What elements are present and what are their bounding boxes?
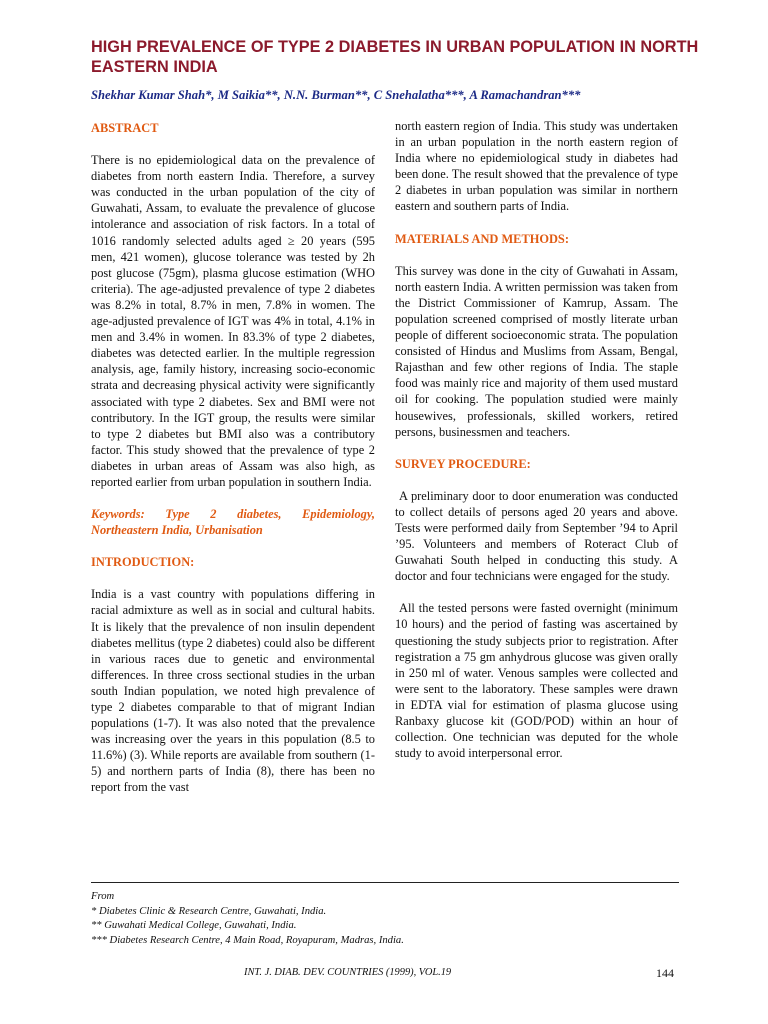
page-number: 144 — [656, 966, 674, 980]
introduction-continuation: north eastern region of India. This study was undertaken in an urban population in the north eastern region of India where no epidemiological study in diabetes had been done. The result showed that the prevalence of type 2 diabetes in urban population was similar in northern eastern and southern parts of India. — [395, 119, 678, 214]
footnote-from: From — [91, 891, 115, 902]
abstract-text: There is no epidemiological data on the prevalence of diabetes from north eastern India. Therefore, a survey was conducted in the urban population of the city of Guwahati, Assam, to evaluate the prevalence of glucose intolerance and association of risk factors. In a total of 1016 randomly selected adults aged ≥ 20 years (595 men, 421 women), glucose tolerance was tested by 2h post glucose (75gm), plasma glucose estimation (WHO criteria). The age-adjusted prevalence of type 2 diabetes was 8.2% in total, 8.7% in men, 7.8% in women. The age-adjusted prevalence of IGT was 4% in total, 4.1% in men and 3.4% in women. In 83.3% of type 2 diabetes, diabetes was detected earlier. In the multiple regression analysis, age, family history, increasing socio-economic strata and decreasing physical activity were significantly associated with type 2 diabetes. Sex and BMI were not contributory. In the IGT group, the results were similar to type 2 diabetes but BMI also was a contributory factor. This study showed that the prevalence of type 2 diabetes in urban areas of Assam was also high, as reported earlier from urban population in southern India. — [91, 153, 375, 489]
left-column — [91, 118, 375, 796]
abstract-heading: ABSTRACT — [91, 121, 159, 135]
journal-citation: INT. J. DIAB. DEV. COUNTRIES (1999), VOL.19 — [244, 967, 452, 978]
survey-paragraph-2: All the tested persons were fasted overnight (minimum 10 hours) and the period of fasting was ascertained by questioning the study subjects prior to registration. After registration a 75 gm anhydrous glucose was given orally in 250 ml of water. Venous samples were collected and were sent to the laboratory. These samples were drawn in EDTA vial for estimation of plasma glucose using Ranbaxy glucose kit (GOD/POD) within an hour of collection. One technician was deputed for the whole study to avoid interpersonal error. — [395, 601, 678, 761]
introduction-text: India is a vast country with populations differing in racial admixture as well as in social and cultural habits. It is likely that the prevalence of non insulin dependent diabetes mellitus (type 2 diabetes) could also be different in various races due to genetic and environmental differences. In three cross sectional studies in the urban south Indian population, we noted high prevalence of type 2 diabetes comparable to that of migrant Indian populations (1-7). It was also noted that the prevalence was increasing over the years in this population (8.5 to 11.6%) (3). While reports are available from southern (1-5) and northern parts of India (8), there has been no report from the vast — [91, 587, 375, 795]
paper-title: HIGH PREVALENCE OF TYPE 2 DIABETES IN URBAN POPULATION IN NORTH EASTERN INDIA — [91, 38, 699, 76]
introduction-heading: INTRODUCTION: — [91, 555, 195, 570]
materials-heading: MATERIALS AND METHODS: — [395, 231, 569, 246]
survey-heading: SURVEY PROCEDURE: — [395, 456, 531, 471]
footnote-2: ** Guwahati Medical College, Guwahati, India. — [91, 920, 297, 931]
author-list: Shekhar Kumar Shah*, M Saikia**, N.N. Burman**, C Snehalatha***, A Ramachandran*** — [91, 88, 581, 102]
affiliation-footnotes — [91, 890, 679, 948]
right-column — [395, 118, 678, 777]
footnote-1: * Diabetes Clinic & Research Centre, Guwahati, India. — [91, 905, 327, 917]
materials-text: This survey was done in the city of Guwahati in Assam, north eastern India. A written permission was taken from the District Commissioner of Kamrup, Assam. The population screened comprised of mostly literate urban people of different socioeconomic strata. The population consisted of Hindus and Muslims from Assam, Bengal, Rajasthan and few other regions of India. The staple food was mainly rice and majority of them used mustard oil for cooking. The population studied were mainly housewives, professionals, skilled workers, retired persons, businessmen and teachers. — [395, 263, 678, 439]
footnote-3: *** Diabetes Research Centre, 4 Main Road, Royapuram, Madras, India. — [91, 934, 404, 946]
survey-paragraph-1: A preliminary door to door enumeration was conducted to collect details of persons aged 20 years and above. Tests were performed daily from September ’94 to April ’95. Volunteers and members of Roteract Club of Guwahati South helped in conducting this study. A doctor and four technicians were engaged for the study. — [395, 488, 678, 584]
keywords: Keywords: Type 2 diabetes, Epidemiology, Northeastern India, Urbanisation — [91, 507, 375, 538]
footnote-divider — [91, 882, 679, 883]
